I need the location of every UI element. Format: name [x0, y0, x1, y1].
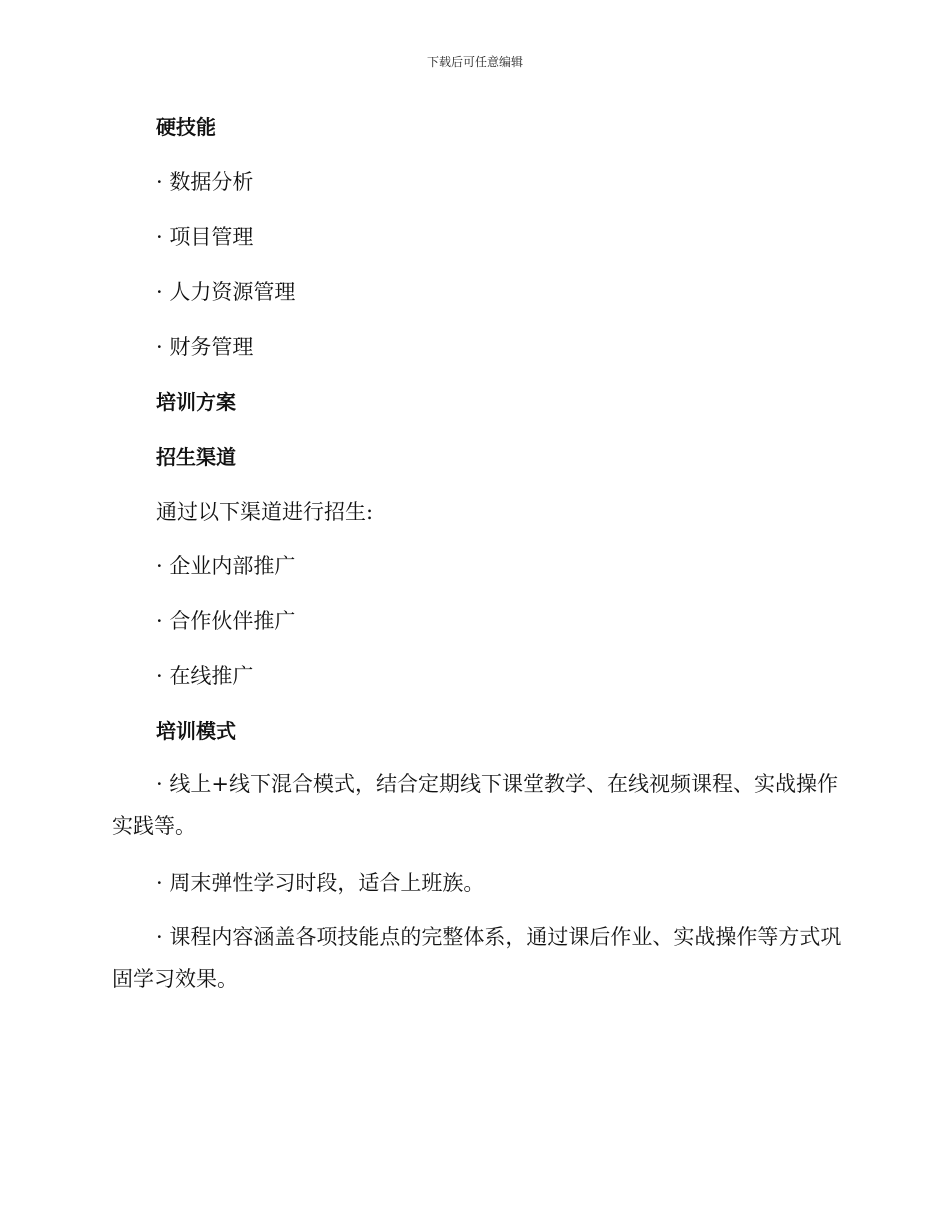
- list-item: · 企业内部推广: [156, 554, 296, 578]
- recruitment-intro: 通过以下渠道进行招生:: [156, 500, 374, 524]
- heading-hard-skills: 硬技能: [156, 115, 216, 139]
- paragraph: · 周末弹性学习时段，适合上班族。: [156, 871, 485, 895]
- heading-training-plan: 培训方案: [156, 390, 236, 414]
- paragraph: · 线上+线下混合模式，结合定期线下课堂教学、在线视频课程、实战操作实践等。: [112, 772, 838, 838]
- list-item: · 财务管理: [156, 335, 254, 359]
- list-item: · 合作伙伴推广: [156, 609, 296, 633]
- list-item: · 项目管理: [156, 225, 254, 249]
- list-item: · 在线推广: [156, 664, 254, 688]
- page-header: 下载后可任意编辑: [426, 55, 523, 69]
- paragraph: · 课程内容涵盖各项技能点的完整体系，通过课后作业、实战操作等方式巩固学习效果。: [112, 925, 842, 991]
- list-item: · 人力资源管理: [156, 280, 296, 304]
- list-item: · 数据分析: [156, 170, 254, 194]
- heading-training-mode: 培训模式: [156, 719, 236, 743]
- heading-recruitment: 招生渠道: [156, 445, 236, 469]
